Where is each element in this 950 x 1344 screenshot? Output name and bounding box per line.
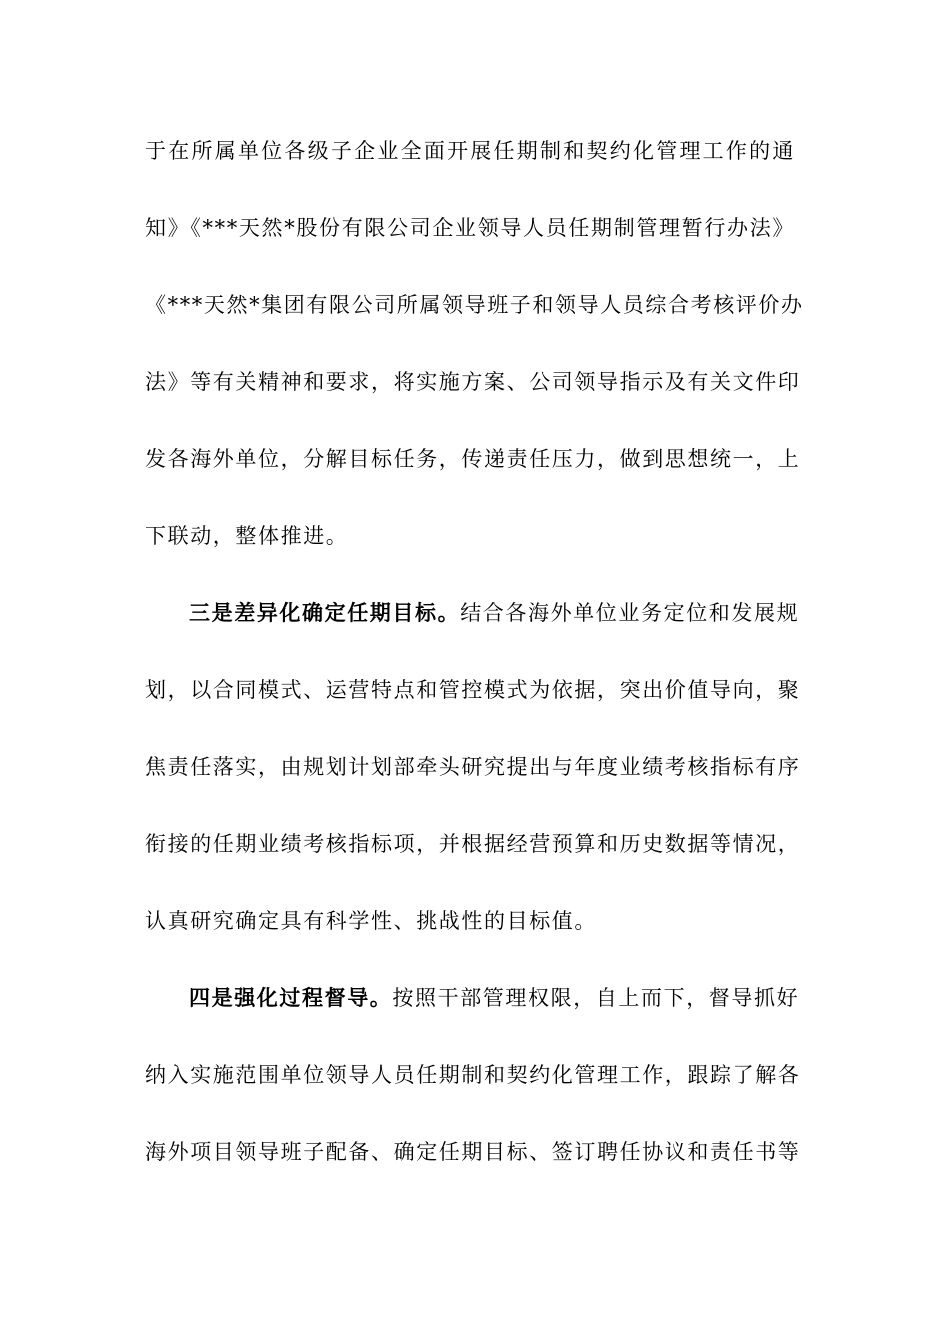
text-line: 认真研究确定具有科学性、挑战性的目标值。 xyxy=(145,909,597,933)
paragraph-differentiated-targets xyxy=(145,591,801,976)
text-line: 《***天然*集团有限公司所属领导班子和领导人员综合考核评价办 xyxy=(145,293,804,317)
paragraph-process-supervision xyxy=(145,976,801,1207)
text-line: 纳入实施范围单位领导人员任期制和契约化管理工作，跟踪了解各 xyxy=(145,1063,801,1087)
text-line: 下联动，整体推进。 xyxy=(145,524,349,548)
paragraph-continuation xyxy=(145,129,804,591)
paragraph-text: 结合各海外单位业务定位和发展规 xyxy=(460,601,800,625)
text-line: 海外项目领导班子配备、确定任期目标、签订聘任协议和责任书等 xyxy=(145,1140,801,1164)
paragraph-heading: 三是差异化确定任期目标。 xyxy=(189,600,461,625)
text-line: 发各海外单位，分解目标任务，传递责任压力，做到思想统一，上 xyxy=(145,447,801,471)
text-line xyxy=(145,976,800,1053)
text-line: 法》等有关精神和要求，将实施方案、公司领导指示及有关文件印 xyxy=(145,370,801,394)
document-body xyxy=(145,129,804,1207)
text-line: 衔接的任期业绩考核指标项，并根据经营预算和历史数据等情况， xyxy=(145,832,801,856)
text-line xyxy=(145,591,800,668)
text-line: 焦责任落实，由规划计划部牵头研究提出与年度业绩考核指标有序 xyxy=(145,755,801,779)
text-line: 知》《***天然*股份有限公司企业领导人员任期制管理暂行办法》 xyxy=(145,216,795,240)
text-line: 于在所属单位各级子企业全面开展任期制和契约化管理工作的通 xyxy=(145,139,795,163)
paragraph-text: 按照干部管理权限，自上而下，督导抓好 xyxy=(392,986,800,1010)
paragraph-heading: 四是强化过程督导。 xyxy=(189,985,393,1010)
text-line: 划，以合同模式、运营特点和管控模式为依据，突出价值导向，聚 xyxy=(145,678,801,702)
